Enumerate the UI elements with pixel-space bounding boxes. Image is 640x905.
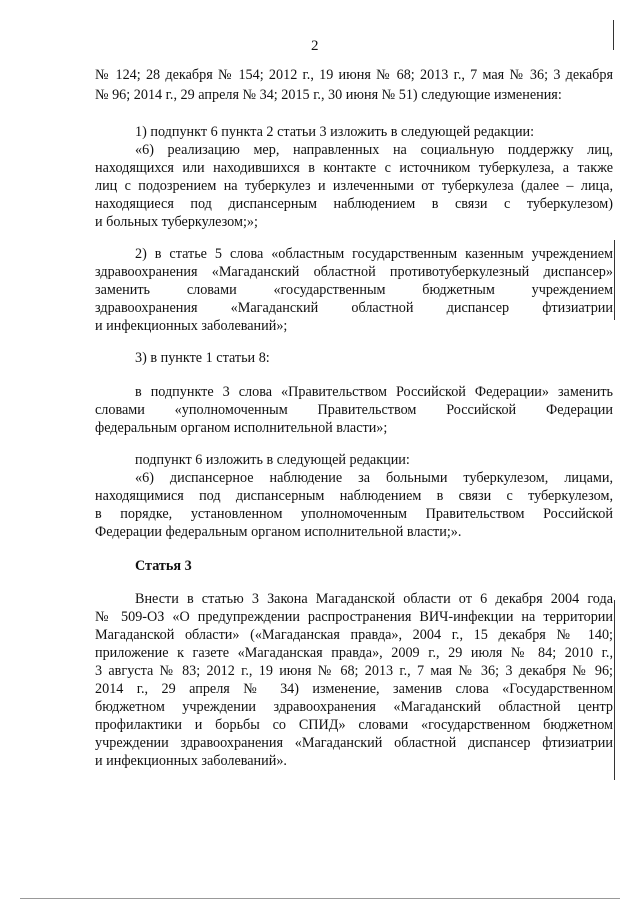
sub3-line-1: в подпункте 3 слова «Правительством Российской Федерации» заменить [135,384,613,400]
article3-line-2: № 509-ОЗ «О предупреждении распространения ВИЧ-инфекции на территории [95,609,613,625]
page-number: 2 [311,38,319,54]
item1-line-2: «6) реализацию мер, направленных на социальную поддержку лиц, [135,142,613,158]
item1-line-4: лиц с подозрением на туберкулез и излеченными от туберкулеза (далее – лица, [95,178,613,194]
item2-line-3: заменить словами «государственным бюджетным учреждением [95,282,613,298]
article3-heading: Статья 3 [135,558,192,574]
item1-line-3: находящихся или находившихся в контакте с источником туберкулеза, а также [95,160,613,176]
sub6-line-1: подпункт 6 изложить в следующей редакции: [135,452,410,468]
scan-artifact-line [613,20,614,50]
item2-line-4: здравоохранения «Магаданский областной диспансер фтизиатрии [95,300,613,316]
sub3-line-2: словами «уполномоченным Правительством Российской Федерации [95,402,613,418]
item1-line-5: находящиеся под диспансерным наблюдением в связи с туберкулезом) [95,196,613,212]
item1-line-1: 1) подпункт 6 пункта 2 статьи 3 изложить в следующей редакции: [135,124,535,140]
article3-line-3: Магаданской области» («Магаданская правда», 2004 г., 15 декабря № 140; [95,627,613,643]
intro-line-2: № 96; 2014 г., 29 апреля № 34; 2015 г., 30 июня № 51) следующие изменения: [95,87,562,103]
item1-line-6: и больных туберкулезом;»; [95,214,258,230]
article3-line-10: и инфекционных заболеваний». [95,753,287,769]
sub6-line-4: в порядке, установленном уполномоченным Правительством Российской [95,506,613,522]
scan-artifact-line [20,898,620,899]
item2-line-5: и инфекционных заболеваний»; [95,318,288,334]
sub6-line-5: Федерации федеральным органом исполнительной власти;». [95,524,462,540]
item2-line-1: 2) в статье 5 слова «областным государственным казенным учреждением [135,246,613,262]
article3-line-6: 2014 г., 29 апреля № 34) изменение, заменив слова «Государственном [95,681,613,697]
sub6-line-2: «6) диспансерное наблюдение за больными туберкулезом, лицами, [135,470,613,486]
sub6-line-3: находящимися под диспансерным наблюдением в связи с туберкулезом, [95,488,613,504]
article3-line-7: бюджетном учреждении здравоохранения «Магаданский областной центр [95,699,613,715]
article3-line-5: 3 августа № 83; 2012 г., 19 июня № 68; 2013 г., 7 мая № 36; 3 декабря № 96; [95,663,613,679]
intro-line-1: № 124; 28 декабря № 154; 2012 г., 19 июня № 68; 2013 г., 7 мая № 36; 3 декабря [95,67,613,83]
item2-line-2: здравоохранения «Магаданский областной противотуберкулезный диспансер» [95,264,613,280]
article3-line-9: учреждении здравоохранения «Магаданский областной диспансер фтизиатрии [95,735,613,751]
article3-line-8: профилактики и борьбы со СПИД» словами «государственном бюджетном [95,717,613,733]
scan-artifact-line [614,240,615,320]
article3-line-4: приложение к газете «Магаданская правда», 2009 г., 29 июля № 84; 2010 г., [95,645,613,661]
article3-line-1: Внести в статью 3 Закона Магаданской области от 6 декабря 2004 года [135,591,613,607]
scan-artifact-line [614,600,615,780]
sub3-line-3: федеральным органом исполнительной власти»; [95,420,388,436]
item3-line: 3) в пункте 1 статьи 8: [135,350,270,366]
